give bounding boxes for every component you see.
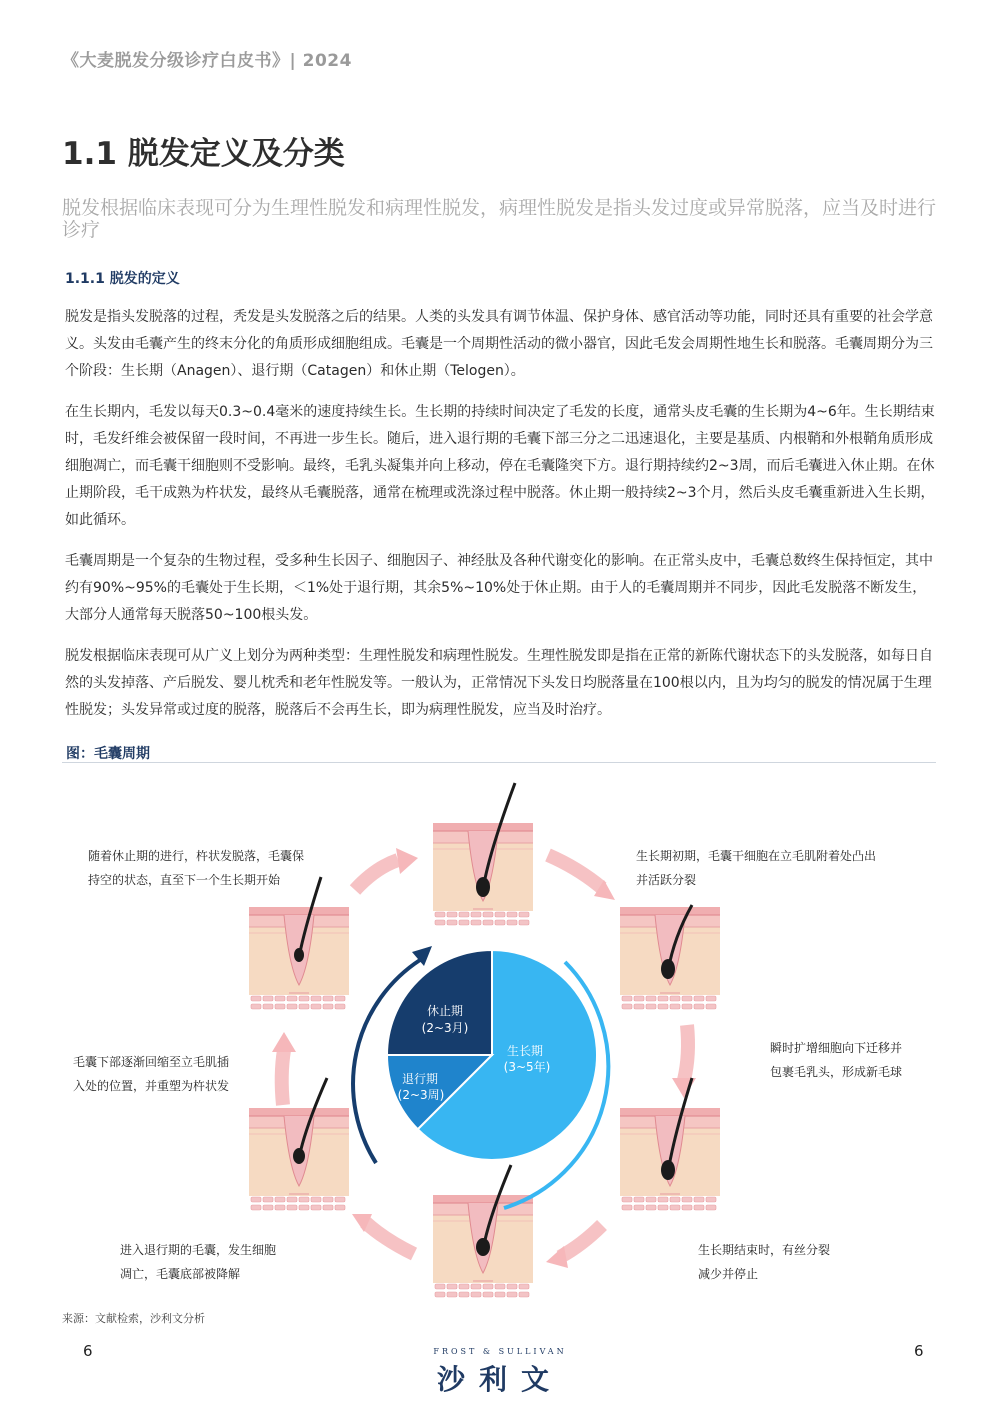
follicle-anagen bbox=[620, 905, 720, 1013]
paragraph-2: 在生长期内，毛发以每天0.3~0.4毫米的速度持续生长。生长期的持续时间决定了毛发的长度，通常头皮毛囊的生长期为4~6年。生长期结束时，毛发纤维会被保留一段时间，不再进一步生长。随后，进入退行期的毛囊下部三分之二迅速退化，主要是基质、内根鞘和外根鞘角质形成细胞凋亡，而毛囊干细胞则不受影响。最终，毛乳头凝集并向上移动，停在毛囊隆突下方。退行期持续约2~3周，而后毛囊进入休止期。在休止期阶段，毛干成熟为杵状发，最终从毛囊脱落，通常在梳理或洗涤过程中脱落。休止期一般持续2~3个月，然后头皮毛囊重新进入生长期，如此循环。 bbox=[65, 404, 935, 528]
figure-source: 来源：文献检索，沙利文分析 bbox=[62, 1312, 205, 1325]
follicle-telogen bbox=[249, 877, 349, 1013]
pie-period-telogen: (2~3月) bbox=[421, 1021, 469, 1035]
note-anagen-end: 生长期结束时，有丝分裂 减少并停止 bbox=[698, 1243, 831, 1281]
figure-title: 图：毛囊周期 bbox=[66, 746, 150, 762]
page-number-left: 6 bbox=[83, 1342, 93, 1360]
pie-label-telogen: 休止期 bbox=[426, 1004, 464, 1018]
section-title: 1.1 脱发定义及分类 bbox=[62, 136, 345, 172]
note-club-hair: 毛囊下部逐渐回缩至立毛肌插 入处的位置，并重塑为杵状发 bbox=[73, 1055, 230, 1093]
subsection-title: 1.1.1 脱发的定义 bbox=[65, 271, 180, 287]
follicle-late-anagen bbox=[620, 1078, 720, 1214]
pie-slice-2 bbox=[387, 950, 492, 1055]
paragraph-1: 脱发是指头发脱落的过程，秃发是头发脱落之后的结果。人类的头发具有调节体温、保护身体、感官活动等功能，同时还具有重要的社会学意义。头发由毛囊产生的终末分化的角质形成细胞组成。毛囊是一个周期性活动的微小器官，因此毛发会周期性地生长和脱落。毛囊周期分为三个阶段：生长期（Anagen）、退行期（Catagen）和休止期（Telogen）。 bbox=[65, 309, 933, 379]
paragraph-3: 毛囊周期是一个复杂的生物过程，受多种生长因子、细胞因子、神经肽及各种代谢变化的影响。在正常头皮中，毛囊总数终生保持恒定，其中约有90%~95%的毛囊处于生长期，＜1%处于退行期，其余5%~10%处于休止期。由于人的毛囊周期并不同步，因此毛发脱落不断发生，大部分人通常每天脱落50~100根头发。 bbox=[65, 553, 933, 623]
page-number-right: 6 bbox=[914, 1342, 924, 1360]
paragraph-4: 脱发根据临床表现可从广义上划分为两种类型：生理性脱发和病理性脱发。生理性脱发即是指在正常的新陈代谢状态下的头发脱落，如每日自然的头发掉落、产后脱发、婴儿枕秃和老年性脱发等。一般认为，正常情况下头发日均脱落量在100根以内，且为均匀的脱发的情况属于生理性脱发；头发异常或过度的脱落，脱落后不会再生长，即为病理性脱发，应当及时治疗。 bbox=[65, 648, 933, 718]
note-new-bulb: 瞬时扩增细胞向下迁移并 包裹毛乳头，形成新毛球 bbox=[770, 1041, 903, 1079]
follicle-early-anagen bbox=[433, 783, 533, 929]
hair-cycle-pie bbox=[387, 950, 597, 1160]
pie-period-anagen: (3~5年) bbox=[503, 1060, 551, 1074]
brand-logo-chinese: 沙利文 bbox=[436, 1363, 563, 1396]
note-early-anagen: 生长期初期，毛囊干细胞在立毛肌附着处凸出 并活跃分裂 bbox=[636, 849, 877, 887]
brand-logo-english: FROST & SULLIVAN bbox=[433, 1347, 567, 1356]
pie-label-catagen: 退行期 bbox=[401, 1072, 439, 1086]
section-lead: 脱发根据临床表现可分为生理性脱发和病理性脱发，病理性脱发是指头发过度或异常脱落，应当及时进行诊疗 bbox=[62, 197, 937, 241]
follicle-catagen bbox=[433, 1165, 533, 1301]
follicle-catagen-late bbox=[249, 1078, 349, 1214]
pie-period-catagen: (2~3周) bbox=[397, 1088, 445, 1102]
document-header: 《大麦脱发分级诊疗白皮书》| 2024 bbox=[62, 51, 352, 71]
note-telogen-shedding: 随着休止期的进行，杵状发脱落，毛囊保 持空的状态，直至下一个生长期开始 bbox=[88, 849, 305, 887]
pie-label-anagen: 生长期 bbox=[506, 1044, 544, 1058]
note-catagen: 进入退行期的毛囊，发生细胞 凋亡，毛囊底部被降解 bbox=[120, 1243, 277, 1281]
